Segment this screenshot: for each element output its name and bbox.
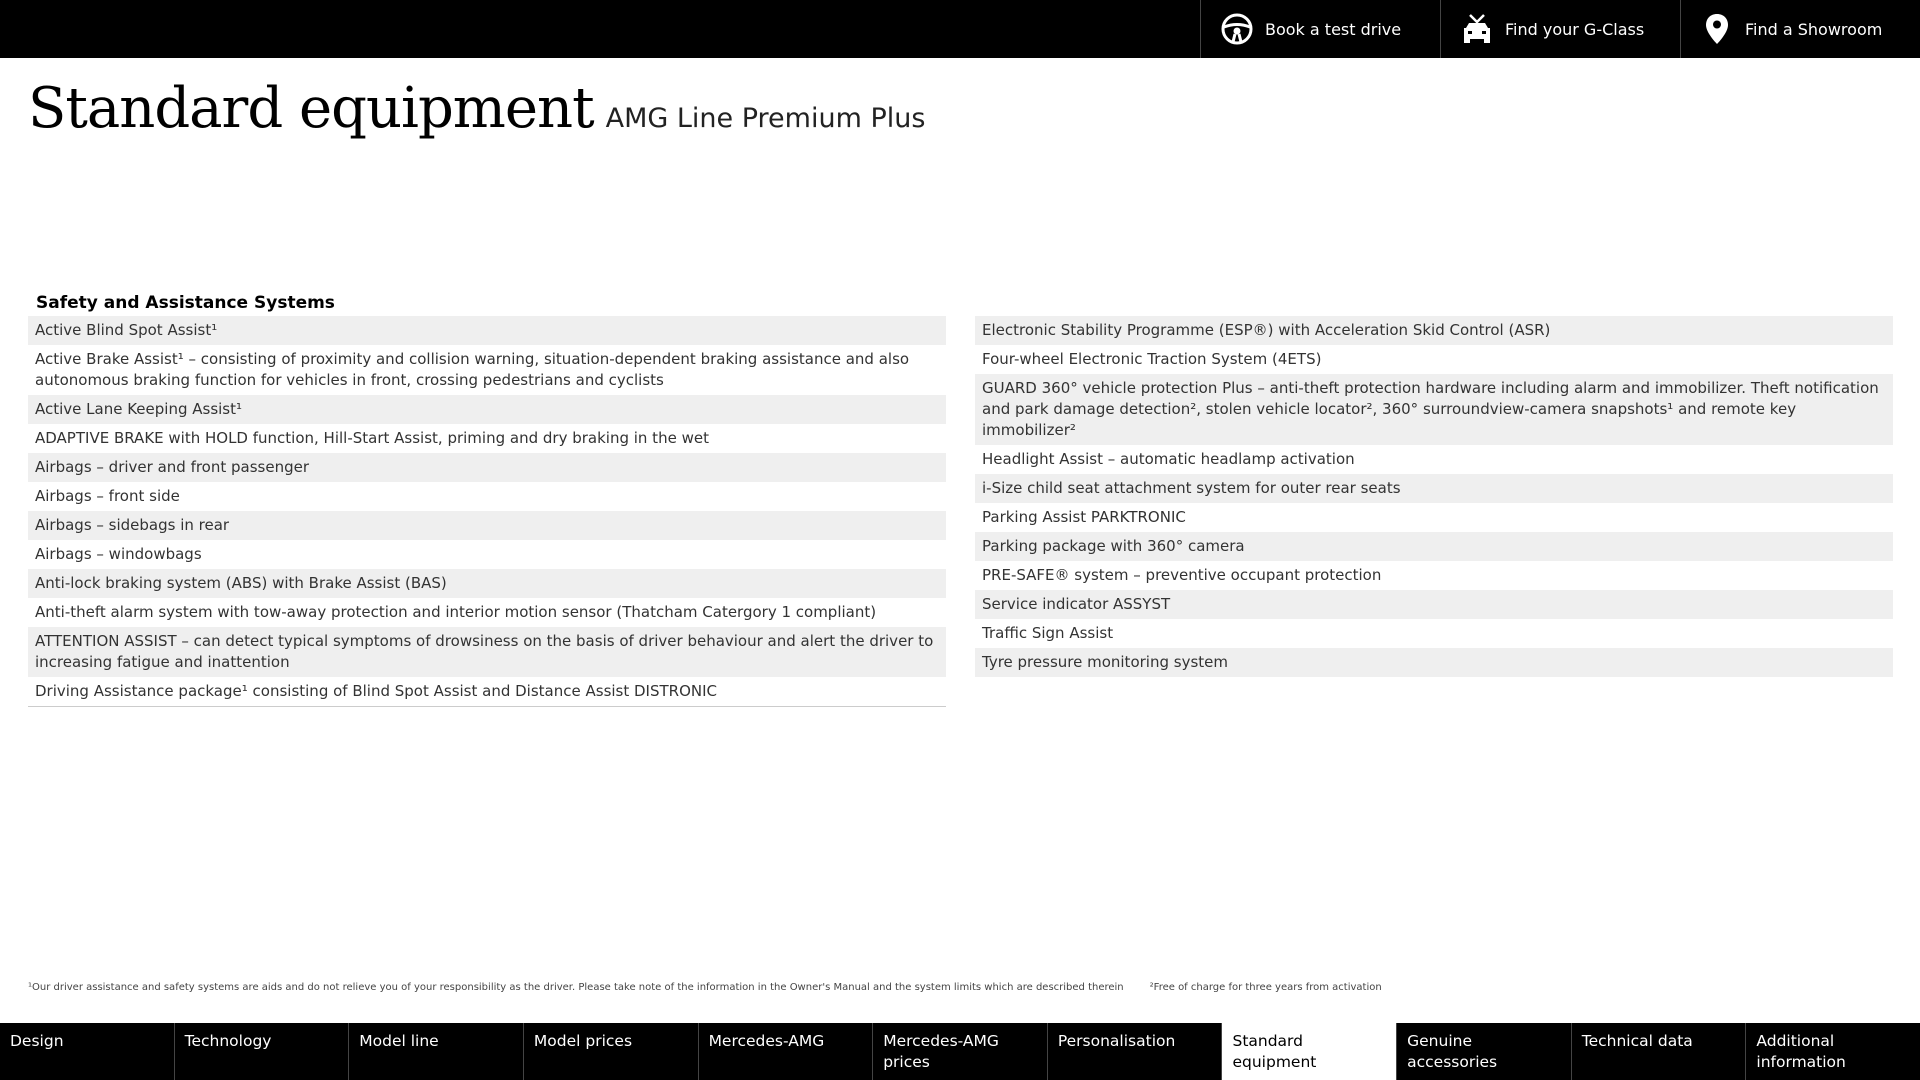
list-item: Anti-lock braking system (ABS) with Brake Assist (BAS) xyxy=(28,569,946,598)
find-g-class-label: Find your G-Class xyxy=(1505,19,1645,39)
find-g-class-link[interactable] xyxy=(1440,0,1680,58)
nav-mercedes-amg-prices[interactable]: Mercedes-AMG prices xyxy=(872,1023,1047,1080)
list-item: Driving Assistance package¹ consisting of Blind Spot Assist and Distance Assist DISTRONIC xyxy=(35,682,718,700)
list-item: Airbags – driver and front passenger xyxy=(28,453,946,482)
find-showroom-link[interactable] xyxy=(1680,0,1920,58)
list-item: Active Blind Spot Assist¹ xyxy=(28,316,946,345)
nav-technical-data[interactable]: Technical data xyxy=(1571,1023,1746,1080)
list-item: Active Lane Keeping Assist¹ xyxy=(28,395,946,424)
list-item: Parking package with 360° camera xyxy=(975,532,1893,561)
bottom-nav xyxy=(0,1023,1920,1080)
footnotes xyxy=(28,982,1382,993)
top-bar xyxy=(0,0,1920,58)
footnote-1: ¹Our driver assistance and safety systems are aids and do not relieve you of your responsibility as the driver. Please take note of the information in the Owner's Manual and the system limits which are described therein xyxy=(28,982,1124,993)
section-heading: Safety and Assistance Systems xyxy=(36,293,335,313)
list-item: Airbags – sidebags in rear xyxy=(28,511,946,540)
page-title-sub: AMG Line Premium Plus xyxy=(605,103,926,134)
nav-technology[interactable]: Technology xyxy=(174,1023,349,1080)
steering-wheel-icon xyxy=(1219,11,1255,47)
nav-additional-information[interactable]: Additional information xyxy=(1745,1023,1920,1080)
list-item: Headlight Assist – automatic headlamp activation xyxy=(982,450,1355,468)
list-item: Active Brake Assist¹ – consisting of proximity and collision warning, situation-dependent braking assistance and also autonomous braking function for vehicles in front, crossing pedestrians and cyclists xyxy=(35,350,910,389)
list-item: Tyre pressure monitoring system xyxy=(975,648,1893,677)
equipment-list-right xyxy=(975,316,1893,677)
nav-personalisation[interactable]: Personalisation xyxy=(1047,1023,1222,1080)
list-item: Anti-theft alarm system with tow-away protection and interior motion sensor (Thatcham Catergory 1 compliant) xyxy=(35,603,877,621)
list-item: Airbags – front side xyxy=(35,487,180,505)
list-item: ADAPTIVE BRAKE with HOLD function, Hill-Start Assist, priming and dry braking in the wet xyxy=(35,429,709,447)
location-pin-icon xyxy=(1699,11,1735,47)
list-item: ATTENTION ASSIST – can detect typical symptoms of drowsiness on the basis of driver behaviour and alert the driver to increasing fatigue and inattention xyxy=(28,627,946,677)
car-icon xyxy=(1459,11,1495,47)
nav-model-prices[interactable]: Model prices xyxy=(523,1023,698,1080)
list-item: Electronic Stability Programme (ESP®) with Acceleration Skid Control (ASR) xyxy=(975,316,1893,345)
list-item: PRE-SAFE® system – preventive occupant protection xyxy=(982,566,1382,584)
top-actions xyxy=(1200,0,1920,58)
page-title-main: Standard equipment xyxy=(28,76,594,141)
list-item: Parking Assist PARKTRONIC xyxy=(982,508,1186,526)
footnote-2: ²Free of charge for three years from activation xyxy=(1149,982,1382,993)
page-title xyxy=(28,76,925,141)
list-item: Four-wheel Electronic Traction System (4ETS) xyxy=(982,350,1322,368)
list-item: Service indicator ASSYST xyxy=(975,590,1893,619)
list-item: Traffic Sign Assist xyxy=(982,624,1114,642)
nav-model-line[interactable]: Model line xyxy=(348,1023,523,1080)
nav-design[interactable]: Design xyxy=(10,1032,64,1050)
nav-genuine-accessories[interactable]: Genuine accessories xyxy=(1396,1023,1571,1080)
nav-mercedes-amg[interactable]: Mercedes-AMG xyxy=(698,1023,873,1080)
book-test-drive-link[interactable] xyxy=(1200,0,1440,58)
book-test-drive-label: Book a test drive xyxy=(1265,19,1402,39)
equipment-list-left xyxy=(28,316,946,707)
list-item: Airbags – windowbags xyxy=(35,545,202,563)
list-item: i-Size child seat attachment system for outer rear seats xyxy=(975,474,1893,503)
list-item: GUARD 360° vehicle protection Plus – anti-theft protection hardware including alarm and immobilizer. Theft notification and park damage detection², stolen vehicle locator², 360° surroundview-camera snapshots¹ and remote key immobilizer² xyxy=(975,374,1893,445)
find-showroom-label: Find a Showroom xyxy=(1745,19,1883,39)
nav-standard-equipment[interactable]: Standard equipment xyxy=(1221,1023,1396,1080)
